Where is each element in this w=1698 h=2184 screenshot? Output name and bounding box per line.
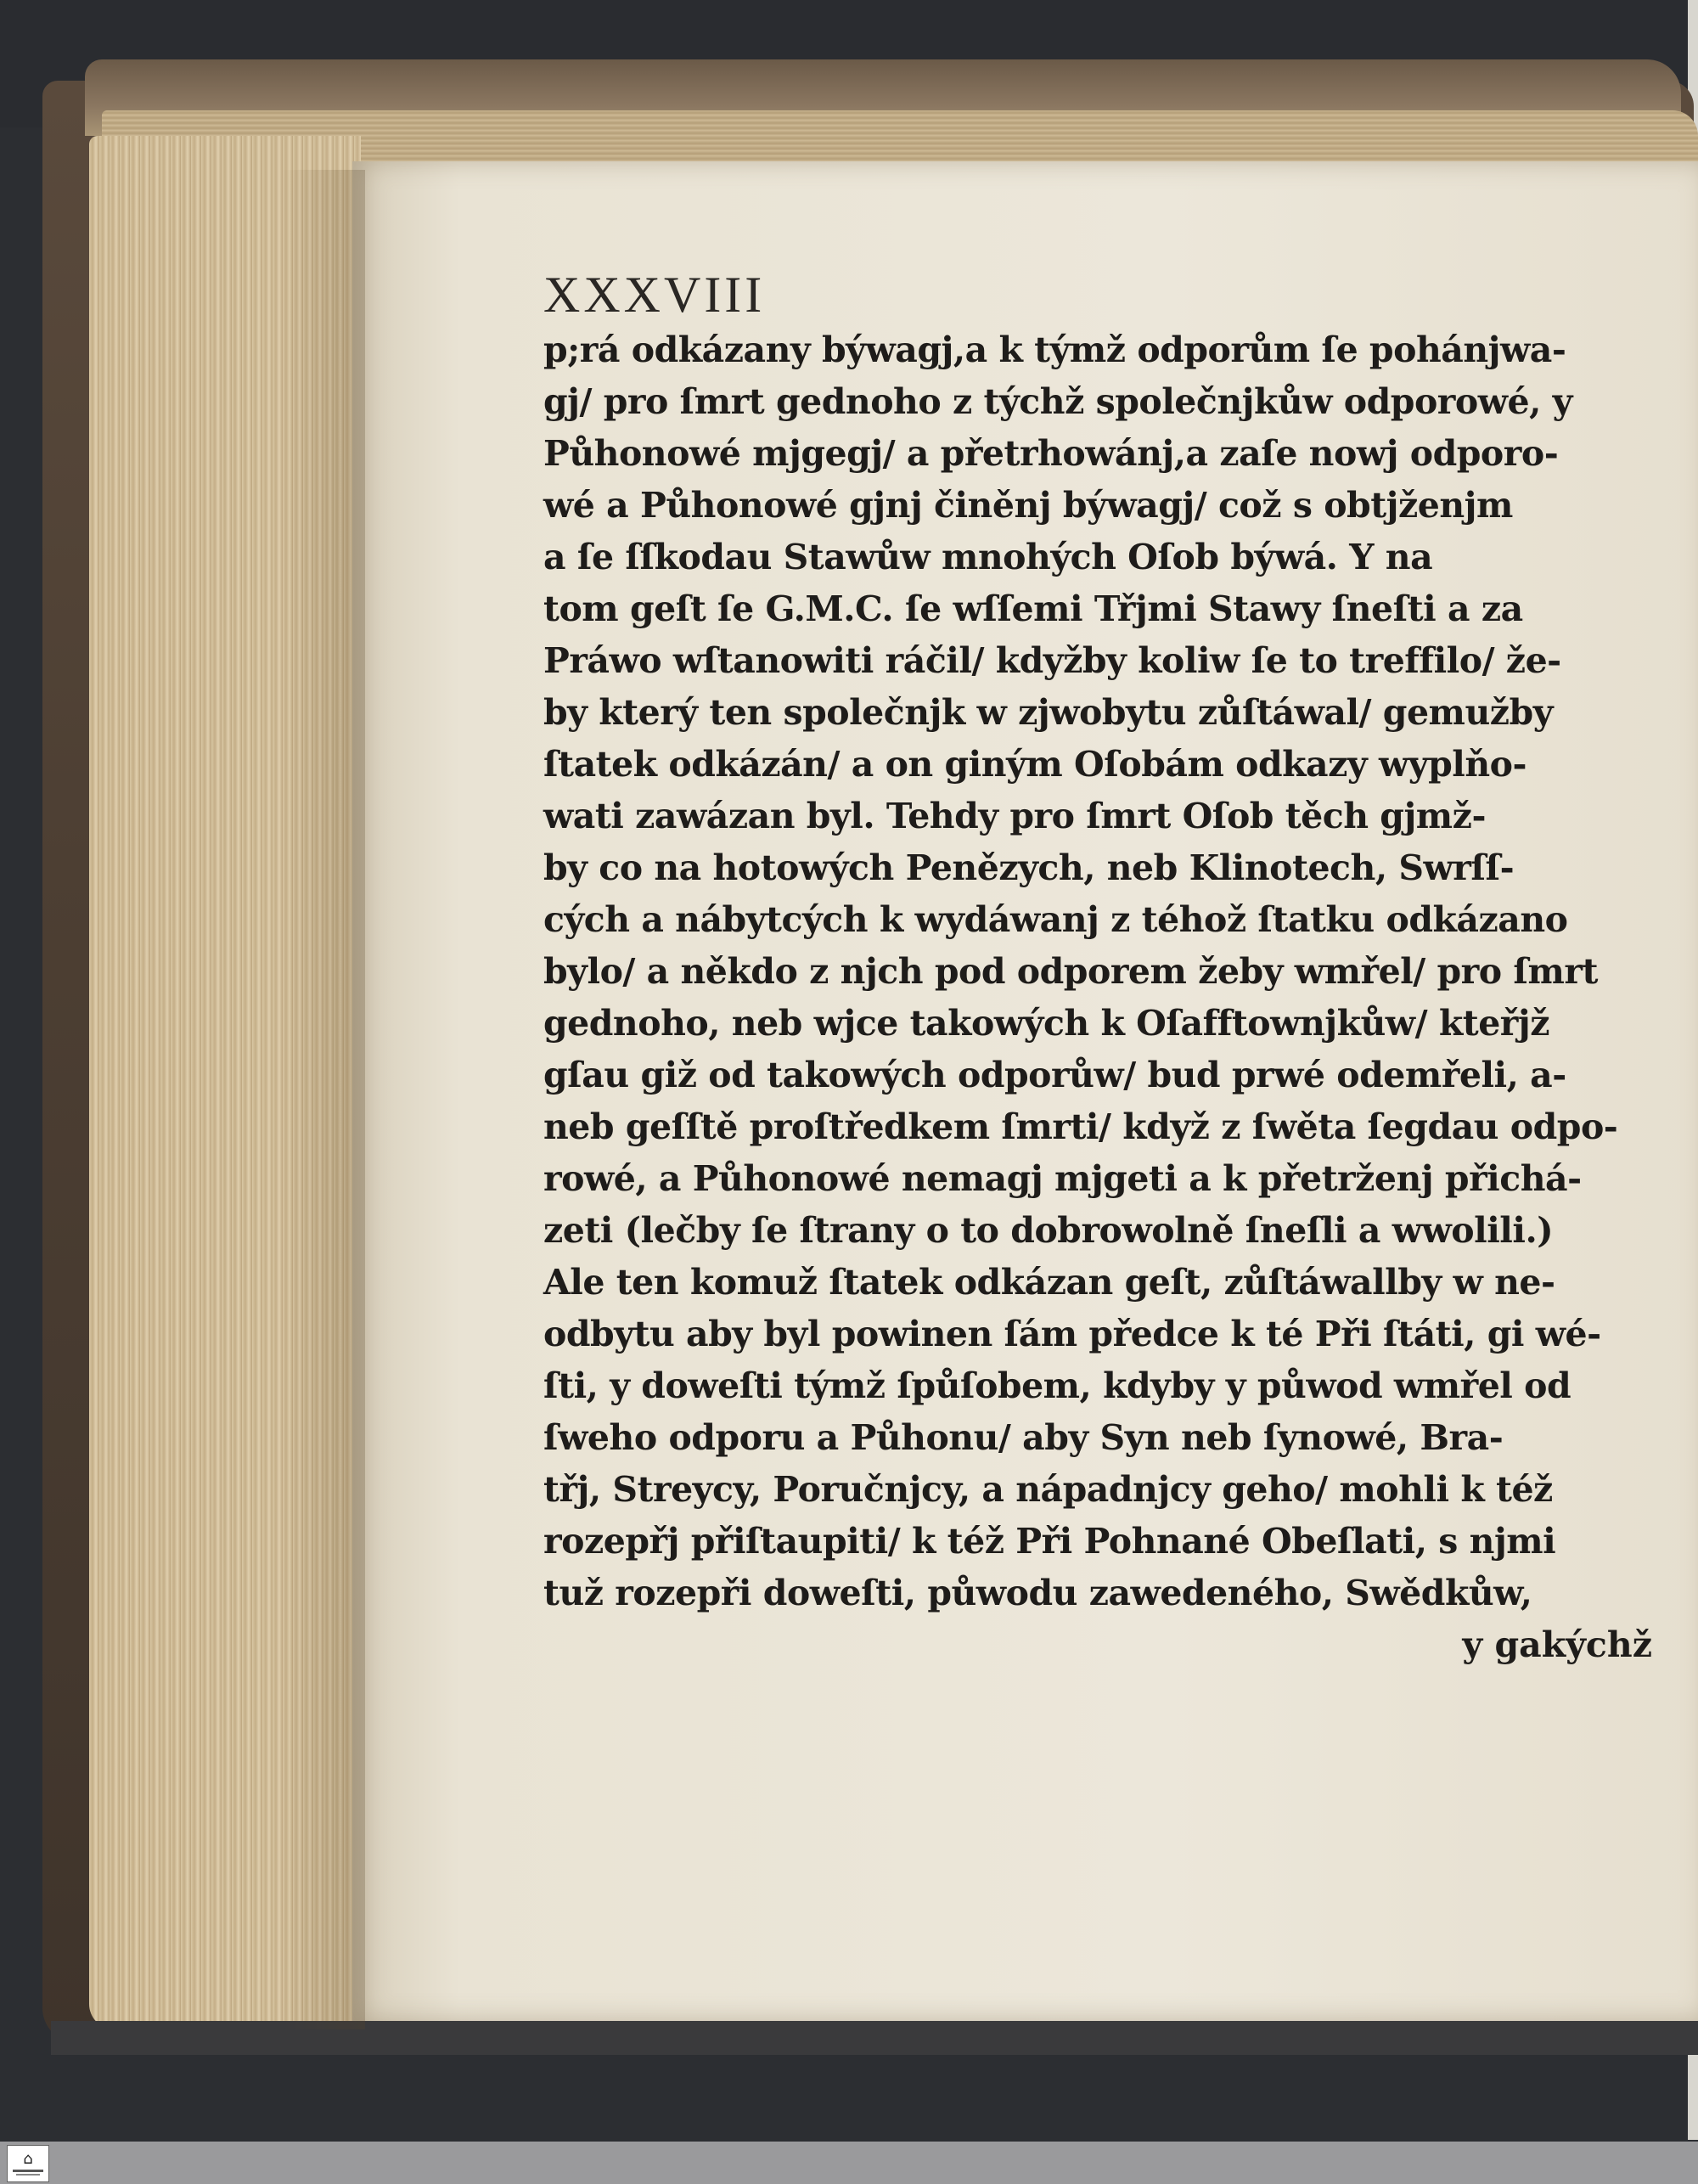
text-line: a ſe ſſkodau Stawůw mnohých Oſob býwá. Y na — [543, 537, 1433, 577]
text-line: rozepřj přiſtaupiti/ k též Při Pohnané Obeſlati, s njmi — [543, 1521, 1556, 1562]
library-logo-icon: ⌂ — [7, 2145, 49, 2182]
text-line: odbytu aby byl powinen ſám předce k té Při ſtáti, gi wé- — [543, 1314, 1601, 1354]
text-lines — [543, 324, 1664, 1619]
folio-number: XXXVIII — [543, 267, 766, 323]
text-line: cých a nábytcých k wydáwanj z téhož ſtatku odkázano — [543, 899, 1568, 940]
text-line: Ale ten komuž ſtatek odkázan geſt, zůſtáwallby w ne- — [543, 1262, 1555, 1303]
text-line: ſweho odporu a Půhonu/ aby Syn neb ſynowé, Bra- — [543, 1417, 1504, 1458]
text-line: třj, Streycy, Poručnjcy, a nápadnjcy geho/ mohli k též — [543, 1469, 1553, 1510]
text-line: gj/ pro ſmrt gednoho z týchž společnjkůw odporowé, y — [543, 381, 1573, 422]
text-line: ſtatek odkázán/ a on giným Oſobám odkazy wyplňo- — [543, 744, 1527, 785]
catchword: y gakýchž — [1462, 1624, 1652, 1665]
text-line: Půhonowé mjgegj/ a přetrhowánj,a zaſe nowj odporo- — [543, 433, 1559, 474]
text-line: tuž rozepři doweſti, půwodu zawedeného, Swědkůw, — [543, 1573, 1532, 1613]
text-line: p;rá odkázany býwagj,a k týmž odporům ſe pohánjwa- — [543, 329, 1566, 370]
text-line: neb geſſtě proſtředkem ſmrti/ když z ſwěta ſegdau odpo- — [543, 1106, 1618, 1147]
text-line: by co na hotowých Penězych, neb Klinotech, Swrſſ- — [543, 847, 1515, 888]
text-line: gſau giž od takowých odporůw/ bud prwé odemřeli, a- — [543, 1055, 1566, 1095]
text-line: gednoho, neb wjce takowých k Oſafftownjkůw/ kteřjž — [543, 1003, 1550, 1044]
text-line: zeti (lečby ſe ſtrany o to dobrowolně ſneſli a wwolili.) — [543, 1210, 1554, 1251]
gutter-shade — [280, 170, 365, 2029]
text-line: rowé, a Půhonowé nemagj mjgeti a k přetrženj přichá- — [543, 1158, 1582, 1199]
footer-bar — [0, 2142, 1698, 2184]
page-text-block — [543, 265, 1664, 1671]
text-line: wati zawázan byl. Tehdy pro ſmrt Oſob těch gjmž- — [543, 796, 1486, 836]
text-line: tom geſt ſe G.M.C. ſe wſſemi Třjmi Stawy ſneſti a za — [543, 588, 1523, 629]
text-line: wé a Půhonowé gjnj činěnj býwagj/ což s obtjženjm — [543, 485, 1513, 526]
text-line: ſti, y doweſti týmž ſpůſobem, kdyby y půwod wmřel od — [543, 1365, 1571, 1406]
text-line: bylo/ a někdo z njch pod odporem žeby wmřel/ pro ſmrt — [543, 951, 1598, 992]
text-line: Práwo wſtanowiti ráčil/ kdyžby koliw ſe to treffilo/ že- — [543, 640, 1561, 681]
text-line: by který ten společnjk w zjwobytu zůſtáwal/ gemužby — [543, 692, 1554, 733]
